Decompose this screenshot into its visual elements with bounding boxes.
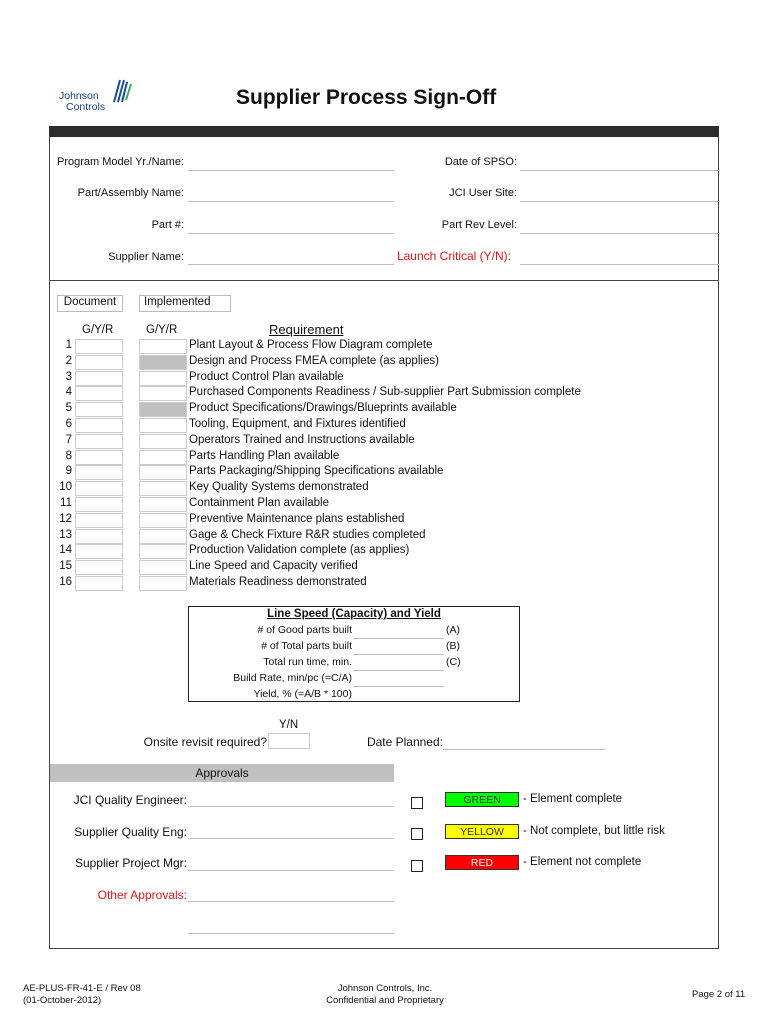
supplier-project-mgr-field[interactable] — [188, 856, 394, 871]
requirement-number: 9 — [65, 465, 72, 478]
requirement-text: Line Speed and Capacity verified — [189, 560, 358, 573]
footer-confidential: Confidential and Proprietary — [326, 995, 444, 1006]
requirement-text: Product Specifications/Drawings/Blueprints available — [189, 402, 457, 415]
document-status-cell[interactable] — [75, 576, 123, 591]
requirement-text: Materials Readiness demonstrated — [189, 576, 367, 588]
red-checkbox[interactable] — [411, 860, 423, 872]
document-status-cell[interactable] — [75, 355, 123, 370]
requirement-number: 15 — [59, 560, 72, 573]
requirement-text: Product Control Plan available — [189, 370, 344, 383]
implemented-status-cell[interactable] — [139, 371, 187, 386]
logo-text-1: Johnson — [59, 90, 99, 102]
supplier-project-mgr-label: Supplier Project Mgr: — [74, 856, 187, 870]
supplier-name-field[interactable] — [188, 250, 394, 265]
requirement-number: 12 — [59, 512, 72, 525]
document-status-cell[interactable] — [75, 371, 123, 386]
requirement-text: Preventive Maintenance plans established — [189, 512, 405, 525]
implemented-status-cell[interactable] — [139, 513, 187, 528]
requirement-number: 8 — [65, 449, 72, 462]
requirement-text: Parts Packaging/Shipping Specifications available — [189, 465, 444, 478]
red-chip: RED — [445, 855, 519, 870]
requirement-number: 14 — [59, 544, 72, 557]
footer-form-id: AE-PLUS-FR-41-E / Rev 08 — [23, 983, 141, 994]
document-status-cell[interactable] — [75, 402, 123, 417]
onsite-revisit-label: Onsite revisit required? — [143, 735, 267, 749]
logo-mark-icon — [108, 78, 134, 104]
line-speed-field[interactable] — [353, 656, 444, 671]
line-speed-label: # of Total parts built — [261, 640, 352, 652]
document-column-header: Document — [57, 295, 123, 312]
launch-critical-label: Launch Critical (Y/N): — [396, 249, 511, 263]
requirement-number: 13 — [59, 528, 72, 541]
program-model-field[interactable] — [188, 156, 394, 171]
document-status-cell[interactable] — [75, 465, 123, 480]
jci-user-site-field[interactable] — [520, 187, 719, 202]
program-model-label: Program Model Yr./Name: — [57, 156, 184, 168]
implemented-status-cell[interactable] — [139, 450, 187, 465]
requirement-number: 10 — [59, 481, 72, 494]
line-speed-suffix: (C) — [446, 656, 461, 668]
requirement-number: 6 — [65, 418, 72, 430]
date-spso-label: Date of SPSO: — [444, 156, 517, 168]
requirement-text: Plant Layout & Process Flow Diagram complete — [189, 339, 433, 351]
document-status-cell[interactable] — [75, 544, 123, 559]
green-description: - Element complete — [523, 793, 623, 805]
document-status-cell[interactable] — [75, 497, 123, 512]
requirement-number: 5 — [65, 402, 72, 415]
yellow-checkbox[interactable] — [411, 828, 423, 840]
header-bar — [49, 126, 719, 137]
implemented-status-cell[interactable] — [139, 544, 187, 559]
document-status-cell[interactable] — [75, 434, 123, 449]
part-number-field[interactable] — [188, 219, 394, 234]
supplier-name-label: Supplier Name: — [108, 251, 184, 263]
date-planned-field[interactable] — [443, 735, 605, 750]
divider — [49, 280, 719, 281]
document-status-cell[interactable] — [75, 560, 123, 575]
line-speed-label: Build Rate, min/pc (=C/A) — [233, 672, 352, 684]
requirement-number: 7 — [65, 433, 72, 446]
part-rev-level-field[interactable] — [520, 219, 719, 234]
green-checkbox[interactable] — [411, 797, 423, 809]
supplier-quality-eng-field[interactable] — [188, 824, 394, 839]
red-description: - Element not complete — [523, 856, 642, 868]
line-speed-label: Yield, % (=A/B * 100) — [253, 688, 352, 700]
requirement-text: Containment Plan available — [189, 497, 330, 509]
requirement-text: Design and Process FMEA complete (as applies) — [189, 354, 439, 367]
implemented-status-cell[interactable] — [139, 355, 187, 370]
requirement-text: Tooling, Equipment, and Fixtures identified — [189, 418, 406, 430]
other-approvals-field-2[interactable] — [188, 919, 394, 934]
part-rev-level-label: Part Rev Level: — [441, 219, 517, 231]
company-logo — [58, 78, 138, 114]
document-status-cell[interactable] — [75, 339, 123, 354]
requirement-text: Parts Handling Plan available — [189, 449, 340, 462]
document-status-cell[interactable] — [75, 386, 123, 401]
implemented-status-cell[interactable] — [139, 402, 187, 417]
implemented-status-cell[interactable] — [139, 465, 187, 480]
line-speed-title: Line Speed (Capacity) and Yield — [267, 608, 441, 620]
requirement-number: 1 — [65, 339, 72, 351]
yellow-chip: YELLOW — [445, 824, 519, 839]
footer-date: (01-October-2012) — [23, 995, 102, 1006]
requirement-number: 11 — [60, 497, 72, 509]
document-status-cell[interactable] — [75, 529, 123, 544]
approvals-header: Approvals — [50, 764, 394, 782]
yn-label: Y/N — [279, 719, 299, 731]
requirement-text: Purchased Components Readiness / Sub-supplier Part Submission complete — [189, 386, 581, 399]
date-planned-label: Date Planned: — [366, 735, 443, 749]
jci-quality-engineer-label: JCI Quality Engineer: — [73, 793, 187, 807]
line-speed-field[interactable] — [353, 672, 444, 687]
part-assembly-field[interactable] — [188, 187, 394, 202]
document-status-cell[interactable] — [75, 418, 123, 433]
line-speed-field[interactable] — [353, 624, 444, 639]
implemented-column-header: Implemented — [139, 295, 231, 312]
other-approvals-label: Other Approvals: — [97, 888, 187, 902]
implemented-status-cell[interactable] — [139, 339, 187, 354]
page-number: Page 2 of 11 — [692, 989, 746, 1000]
implemented-status-cell[interactable] — [139, 386, 187, 401]
part-assembly-label: Part/Assembly Name: — [77, 187, 184, 199]
line-speed-suffix: (B) — [446, 640, 460, 652]
requirement-text: Production Validation complete (as applies) — [189, 544, 410, 557]
implemented-status-cell[interactable] — [139, 434, 187, 449]
implemented-status-cell[interactable] — [139, 576, 187, 591]
part-number-label: Part #: — [151, 219, 184, 231]
doc-gyr-header: G/Y/R — [82, 324, 114, 336]
implemented-status-cell[interactable] — [139, 481, 187, 496]
document-status-cell[interactable] — [75, 450, 123, 465]
jci-quality-engineer-field[interactable] — [188, 792, 394, 807]
onsite-revisit-field[interactable] — [268, 733, 310, 749]
line-speed-suffix: (A) — [446, 624, 460, 636]
document-status-cell[interactable] — [75, 481, 123, 496]
launch-critical-field[interactable] — [520, 250, 719, 265]
impl-gyr-header: G/Y/R — [146, 324, 178, 336]
requirement-number: 3 — [65, 370, 72, 383]
implemented-status-cell[interactable] — [139, 560, 187, 575]
implemented-status-cell[interactable] — [139, 418, 187, 433]
green-chip: GREEN — [445, 792, 519, 807]
supplier-quality-eng-label: Supplier Quality Eng: — [74, 825, 187, 839]
jci-user-site-label: JCI User Site: — [449, 187, 517, 199]
requirement-header: Requirement — [269, 322, 344, 337]
document-status-cell[interactable] — [75, 513, 123, 528]
footer-company: Johnson Controls, Inc. — [337, 983, 433, 994]
requirement-text: Operators Trained and Instructions available — [189, 433, 415, 446]
implemented-status-cell[interactable] — [139, 497, 187, 512]
line-speed-label: # of Good parts built — [257, 624, 352, 636]
date-spso-field[interactable] — [520, 156, 719, 171]
requirement-text: Gage & Check Fixture R&R studies completed — [189, 528, 426, 541]
line-speed-field[interactable] — [353, 640, 444, 655]
page-title: Supplier Process Sign-Off — [236, 86, 497, 109]
requirement-number: 2 — [65, 354, 72, 367]
requirement-text: Key Quality Systems demonstrated — [189, 481, 369, 494]
logo-text-2: Controls — [66, 101, 106, 113]
other-approvals-field[interactable] — [188, 887, 394, 902]
requirement-number: 4 — [65, 386, 72, 399]
yellow-description: - Not complete, but little risk — [523, 825, 665, 837]
implemented-status-cell[interactable] — [139, 529, 187, 544]
line-speed-label: Total run time, min. — [263, 656, 352, 668]
requirement-number: 16 — [59, 576, 72, 588]
